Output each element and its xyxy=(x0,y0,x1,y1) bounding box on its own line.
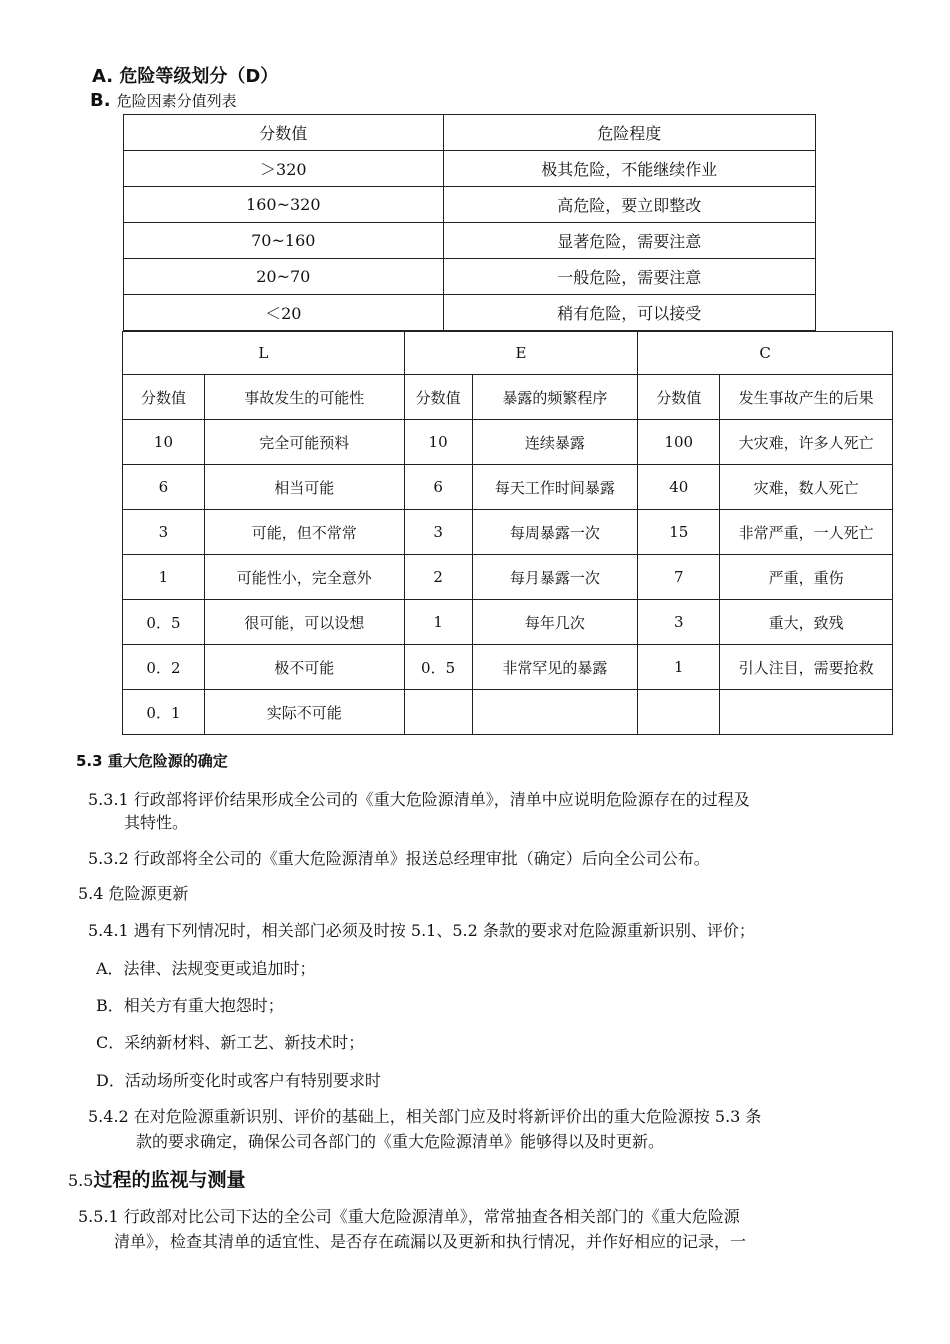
level-cell: 显著危险，需要注意 xyxy=(443,223,815,259)
section-5-5-text: 过程的监视与测量 xyxy=(93,1169,246,1191)
section-5-5-title xyxy=(68,1165,245,1192)
cell: 每周暴露一次 xyxy=(472,510,638,555)
cell: 100 xyxy=(638,420,720,465)
risk-factor-table xyxy=(122,331,893,735)
header-cell: 分数值 xyxy=(123,375,205,420)
cell: 6 xyxy=(404,465,472,510)
cell: 15 xyxy=(638,510,720,555)
cell: 重大，致残 xyxy=(720,600,893,645)
level-cell: 稍有危险，可以接受 xyxy=(443,295,815,331)
header-cell: 暴露的频繁程序 xyxy=(472,375,638,420)
score-cell: 20~70 xyxy=(124,259,444,295)
table-row xyxy=(123,465,893,510)
cell: 严重，重伤 xyxy=(720,555,893,600)
cell: 每年几次 xyxy=(472,600,638,645)
group-header-row xyxy=(123,332,893,375)
score-cell: ＞320 xyxy=(124,151,444,187)
cell: 3 xyxy=(638,600,720,645)
cell: 6 xyxy=(123,465,205,510)
risk-level-table xyxy=(123,114,816,331)
table-row xyxy=(124,223,816,259)
list-item: C．采纳新材料、新工艺、新技术时； xyxy=(96,1033,365,1052)
cell: 相当可能 xyxy=(204,465,404,510)
cell: 0．5 xyxy=(404,645,472,690)
cell: 40 xyxy=(638,465,720,510)
cell: 7 xyxy=(638,555,720,600)
para-5-3-2: 5.3.2 行政部将全公司的《重大危险源清单》报送总经理审批（确定）后向全公司公布。 xyxy=(88,849,710,868)
cell xyxy=(472,690,638,735)
cell: 1 xyxy=(123,555,205,600)
level-cell: 极其危险，不能继续作业 xyxy=(443,151,815,187)
cell: 10 xyxy=(404,420,472,465)
score-cell: ＜20 xyxy=(124,295,444,331)
cell: 可能，但不常常 xyxy=(204,510,404,555)
cell: 大灾难，许多人死亡 xyxy=(720,420,893,465)
group-e: E xyxy=(404,332,638,375)
level-cell: 高危险，要立即整改 xyxy=(443,187,815,223)
table-row xyxy=(123,645,893,690)
table-row xyxy=(124,259,816,295)
level-cell: 一般危险，需要注意 xyxy=(443,259,815,295)
header-cell: 危险程度 xyxy=(443,115,815,151)
table-row xyxy=(123,690,893,735)
cell: 完全可能预料 xyxy=(204,420,404,465)
list-item: A．法律、法规变更或追加时； xyxy=(96,959,316,978)
section-5-5-number: 5.5 xyxy=(68,1171,94,1190)
heading-b-marker: B. xyxy=(90,90,111,111)
header-cell: 事故发生的可能性 xyxy=(204,375,404,420)
score-cell: 160~320 xyxy=(124,187,444,223)
cell: 1 xyxy=(404,600,472,645)
cell: 连续暴露 xyxy=(472,420,638,465)
table-row xyxy=(123,420,893,465)
section-5-4-title: 5.4 危险源更新 xyxy=(78,884,189,903)
cell: 实际不可能 xyxy=(204,690,404,735)
heading-a: A. 危险等级划分（D） xyxy=(92,66,279,87)
cell: 灾难，数人死亡 xyxy=(720,465,893,510)
cell: 每月暴露一次 xyxy=(472,555,638,600)
cell: 1 xyxy=(638,645,720,690)
heading-b xyxy=(90,90,237,111)
group-l: L xyxy=(123,332,405,375)
para-5-5-1-line2: 清单》，检查其清单的适宜性、是否存在疏漏以及更新和执行情况，并作好相应的记录，一 xyxy=(114,1232,747,1251)
para-5-3-1-line2: 其特性。 xyxy=(124,813,189,832)
cell: 引人注目，需要抢救 xyxy=(720,645,893,690)
table-row xyxy=(124,295,816,331)
table-header-row xyxy=(124,115,816,151)
cell xyxy=(404,690,472,735)
para-5-4-2-line2: 款的要求确定，确保公司各部门的《重大危险源清单》能够得以及时更新。 xyxy=(136,1132,665,1151)
table-row xyxy=(124,151,816,187)
header-cell: 分数值 xyxy=(638,375,720,420)
header-cell: 分数值 xyxy=(124,115,444,151)
list-item: B．相关方有重大抱怨时； xyxy=(96,996,284,1015)
cell xyxy=(720,690,893,735)
para-5-4-1: 5.4.1 遇有下列情况时，相关部门必须及时按 5.1、5.2 条款的要求对危险源重新识别、评价； xyxy=(88,921,755,940)
cell: 非常罕见的暴露 xyxy=(472,645,638,690)
header-cell: 发生事故产生的后果 xyxy=(720,375,893,420)
cell: 0．2 xyxy=(123,645,205,690)
cell: 3 xyxy=(404,510,472,555)
header-cell: 分数值 xyxy=(404,375,472,420)
cell xyxy=(638,690,720,735)
cell: 0．5 xyxy=(123,600,205,645)
cell: 10 xyxy=(123,420,205,465)
cell: 极不可能 xyxy=(204,645,404,690)
cell: 很可能，可以设想 xyxy=(204,600,404,645)
section-5-3-title: 5.3 重大危险源的确定 xyxy=(76,752,228,770)
cell: 非常严重，一人死亡 xyxy=(720,510,893,555)
list-item: D．活动场所变化时或客户有特别要求时 xyxy=(96,1071,381,1090)
cell: 每天工作时间暴露 xyxy=(472,465,638,510)
para-5-3-1-line1: 5.3.1 行政部将评价结果形成全公司的《重大危险源清单》，清单中应说明危险源存在的过程及 xyxy=(88,790,750,809)
heading-b-text: 危险因素分值列表 xyxy=(116,92,237,110)
table-row xyxy=(123,600,893,645)
table-row xyxy=(124,187,816,223)
cell: 0．1 xyxy=(123,690,205,735)
cell: 3 xyxy=(123,510,205,555)
table-row xyxy=(123,510,893,555)
score-cell: 70~160 xyxy=(124,223,444,259)
cell: 可能性小，完全意外 xyxy=(204,555,404,600)
subheader-row xyxy=(123,375,893,420)
table-row xyxy=(123,555,893,600)
group-c: C xyxy=(638,332,893,375)
cell: 2 xyxy=(404,555,472,600)
para-5-4-2-line1: 5.4.2 在对危险源重新识别、评价的基础上，相关部门应及时将新评价出的重大危险源按 5.3 条 xyxy=(88,1107,762,1126)
para-5-5-1-line1: 5.5.1 行政部对比公司下达的全公司《重大危险源清单》，常常抽查各相关部门的《重大危险源 xyxy=(78,1207,740,1226)
